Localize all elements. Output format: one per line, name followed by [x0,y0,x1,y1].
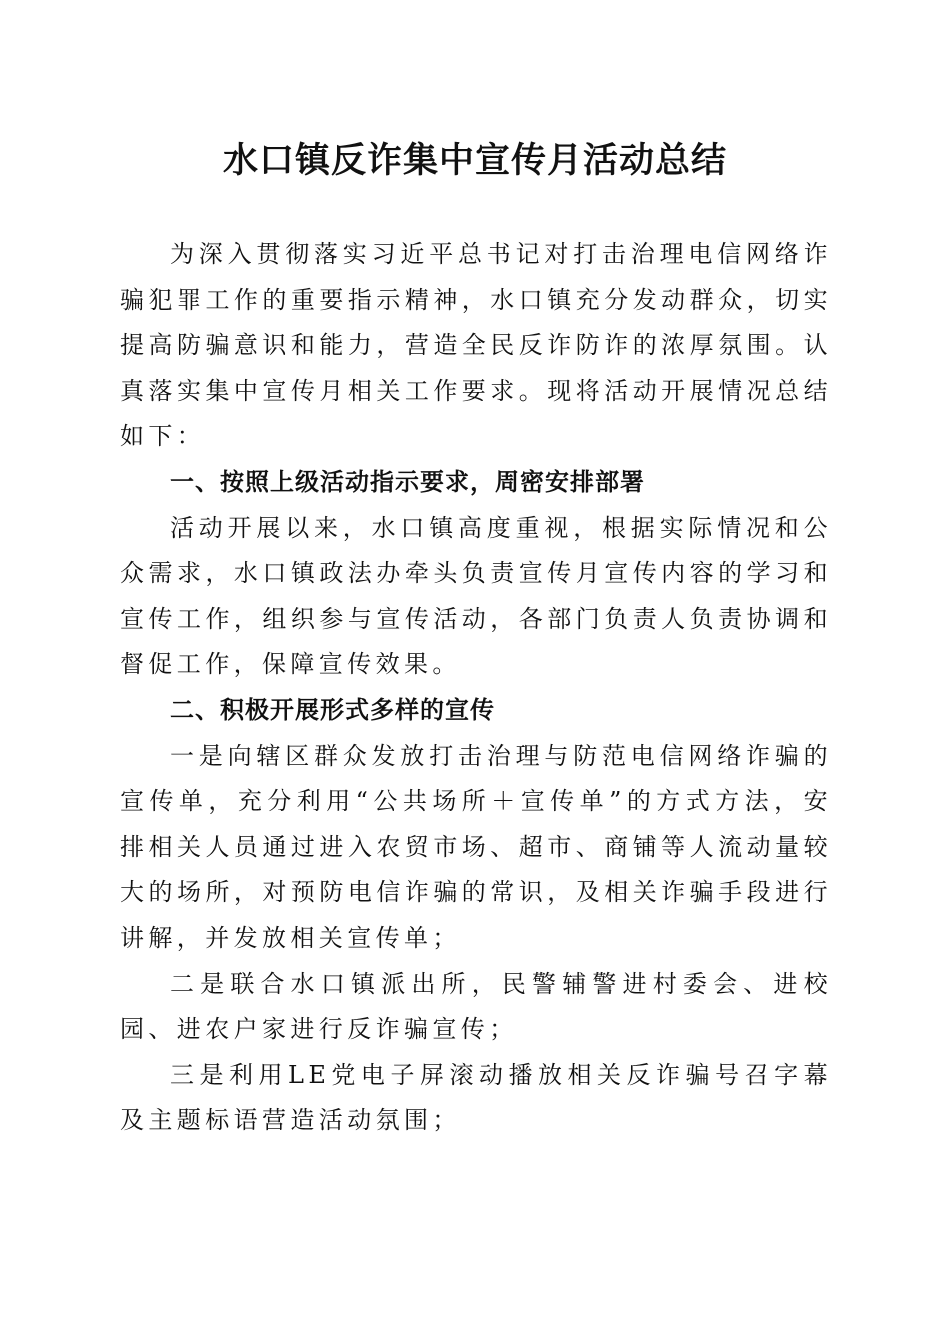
section-heading-2: 二、积极开展形式多样的宣传 [170,695,495,724]
section-heading-1: 一、按照上级活动指示要求，周密安排部署 [170,467,645,496]
document-title: 水口镇反诈集中宣传月活动总结 [222,140,727,181]
section-2-item-3: 三是利用LE党电子屏滚动播放相关反诈骗号召字幕及主题标语营造活动氛围； [120,1060,832,1135]
document-body [120,232,832,1144]
section-2-item-1: 一是向辖区群众发放打击治理与防范电信网络诈骗的宣传单，充分利用“公共场所＋宣传单”的方式方法，安排相关人员通过进入农贸市场、超市、商铺等人流动量较大的场所，对预防电信诈骗的常识，及相关诈骗手段进行讲解，并发放相关宣传单； [120,741,832,952]
section-1-paragraph: 活动开展以来，水口镇高度重视，根据实际情况和公众需求，水口镇政法办牵头负责宣传月宣传内容的学习和宣传工作，组织参与宣传活动，各部门负责人负责协调和督促工作，保障宣传效果。 [120,513,832,679]
intro-paragraph: 为深入贯彻落实习近平总书记对打击治理电信网络诈骗犯罪工作的重要指示精神，水口镇充分发动群众，切实提高防骗意识和能力，营造全民反诈防诈的浓厚氛围。认真落实集中宣传月相关工作要求。现将活动开展情况总结如下： [120,240,832,451]
section-2-item-2: 二是联合水口镇派出所，民警辅警进村委会、进校园、进农户家进行反诈骗宣传； [120,969,832,1044]
